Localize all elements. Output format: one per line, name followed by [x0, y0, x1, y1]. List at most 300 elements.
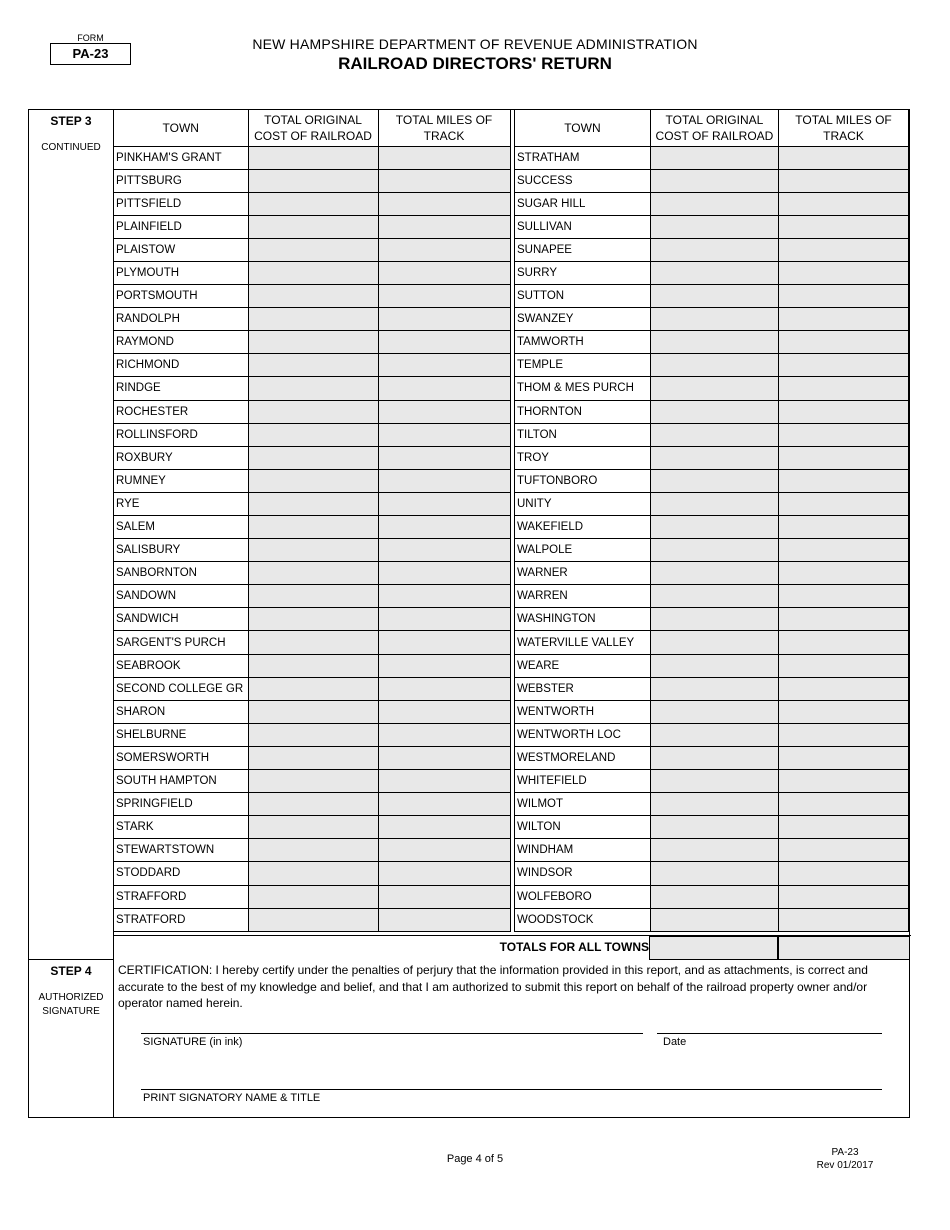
town-row	[114, 146, 510, 169]
miles-input[interactable]	[378, 377, 510, 400]
cost-input[interactable]	[650, 816, 778, 839]
cost-input[interactable]	[650, 608, 778, 631]
town-name: PLYMOUTH	[114, 261, 248, 284]
town-row	[114, 862, 510, 885]
town-row	[515, 746, 909, 769]
town-row	[515, 793, 909, 816]
town-row	[114, 608, 510, 631]
town-row	[515, 238, 909, 261]
cost-input[interactable]	[248, 585, 378, 608]
total-miles-input[interactable]	[778, 936, 910, 960]
cost-input[interactable]	[650, 354, 778, 377]
cost-input[interactable]	[248, 908, 378, 931]
town-row	[114, 308, 510, 331]
cost-input[interactable]	[248, 839, 378, 862]
cost-input[interactable]	[248, 285, 378, 308]
totals-label: TOTALS FOR ALL TOWNS	[499, 940, 649, 954]
town-column-header: TOWN	[515, 110, 651, 146]
town-name: PORTSMOUTH	[114, 285, 248, 308]
cost-input[interactable]	[650, 308, 778, 331]
miles-input[interactable]	[779, 238, 909, 261]
town-row	[515, 862, 909, 885]
town-name: WARNER	[515, 562, 651, 585]
town-name: WAKEFIELD	[515, 516, 651, 539]
cost-input[interactable]	[248, 723, 378, 746]
miles-input[interactable]	[378, 423, 510, 446]
cost-input[interactable]	[248, 885, 378, 908]
miles-input[interactable]	[779, 423, 909, 446]
miles-input[interactable]	[779, 562, 909, 585]
town-name: RYE	[114, 492, 248, 515]
miles-input[interactable]	[378, 285, 510, 308]
cost-input[interactable]	[248, 746, 378, 769]
town-row	[114, 446, 510, 469]
miles-input[interactable]	[378, 169, 510, 192]
cost-input[interactable]	[650, 400, 778, 423]
town-row	[114, 631, 510, 654]
department-name: NEW HAMPSHIRE DEPARTMENT OF REVENUE ADMINISTRATION	[252, 36, 698, 52]
totals-row	[114, 935, 911, 959]
town-name: PLAISTOW	[114, 238, 248, 261]
miles-input[interactable]	[378, 446, 510, 469]
town-name: PLAINFIELD	[114, 215, 248, 238]
miles-input[interactable]	[378, 238, 510, 261]
town-name: RUMNEY	[114, 469, 248, 492]
cost-input[interactable]	[650, 377, 778, 400]
town-row	[114, 654, 510, 677]
town-row	[515, 885, 909, 908]
town-row	[114, 562, 510, 585]
town-row	[114, 215, 510, 238]
signature-line[interactable]	[141, 1033, 643, 1034]
town-row	[515, 723, 909, 746]
miles-input[interactable]	[779, 746, 909, 769]
cost-input[interactable]	[650, 539, 778, 562]
town-name: WARREN	[515, 585, 651, 608]
town-name: SARGENT'S PURCH	[114, 631, 248, 654]
town-row	[515, 492, 909, 515]
miles-input[interactable]	[779, 700, 909, 723]
miles-input[interactable]	[779, 585, 909, 608]
town-row	[515, 169, 909, 192]
miles-input[interactable]	[378, 215, 510, 238]
town-name: SURRY	[515, 261, 651, 284]
cost-input[interactable]	[248, 169, 378, 192]
miles-input[interactable]	[779, 354, 909, 377]
town-name: TAMWORTH	[515, 331, 651, 354]
cost-input[interactable]	[650, 215, 778, 238]
town-name: PITTSBURG	[114, 169, 248, 192]
miles-input[interactable]	[779, 539, 909, 562]
page-title: RAILROAD DIRECTORS' RETURN	[338, 54, 612, 73]
form-main	[28, 109, 910, 1118]
town-name: WILMOT	[515, 793, 651, 816]
miles-input[interactable]	[779, 215, 909, 238]
cost-input[interactable]	[248, 562, 378, 585]
town-name: WILTON	[515, 816, 651, 839]
town-row	[114, 677, 510, 700]
miles-input[interactable]	[779, 631, 909, 654]
cost-input[interactable]	[248, 816, 378, 839]
cost-input[interactable]	[650, 885, 778, 908]
miles-input[interactable]	[378, 261, 510, 284]
miles-input[interactable]	[378, 400, 510, 423]
town-row	[114, 400, 510, 423]
town-row	[515, 308, 909, 331]
miles-input[interactable]	[779, 770, 909, 793]
miles-input[interactable]	[779, 261, 909, 284]
town-name: SOMERSWORTH	[114, 746, 248, 769]
cost-input[interactable]	[248, 261, 378, 284]
town-name: SUCCESS	[515, 169, 651, 192]
town-row	[114, 423, 510, 446]
town-row	[515, 285, 909, 308]
town-row	[114, 793, 510, 816]
town-row	[515, 608, 909, 631]
town-name: RAYMOND	[114, 331, 248, 354]
town-name: SHELBURNE	[114, 723, 248, 746]
miles-input[interactable]	[378, 654, 510, 677]
town-row	[515, 146, 909, 169]
miles-input[interactable]	[779, 469, 909, 492]
town-name: TEMPLE	[515, 354, 651, 377]
town-name: SOUTH HAMPTON	[114, 770, 248, 793]
print-name-label: PRINT SIGNATORY NAME & TITLE	[143, 1092, 321, 1104]
miles-input[interactable]	[378, 585, 510, 608]
footer-revision: Rev 01/2017	[816, 1160, 874, 1171]
town-name: ROXBURY	[114, 446, 248, 469]
town-name: WATERVILLE VALLEY	[515, 631, 651, 654]
town-name: WEBSTER	[515, 677, 651, 700]
miles-column-header: TOTAL MILES OF TRACK	[378, 110, 510, 146]
town-row	[114, 516, 510, 539]
cost-input[interactable]	[248, 146, 378, 169]
cost-input[interactable]	[248, 677, 378, 700]
cost-input[interactable]	[650, 723, 778, 746]
cost-input[interactable]	[248, 469, 378, 492]
miles-input[interactable]	[378, 331, 510, 354]
town-name: UNITY	[515, 492, 651, 515]
cost-input[interactable]	[650, 192, 778, 215]
town-row	[114, 700, 510, 723]
town-name: WENTWORTH LOC	[515, 723, 651, 746]
cost-input[interactable]	[650, 677, 778, 700]
town-table-right	[514, 110, 909, 932]
town-name: ROCHESTER	[114, 400, 248, 423]
town-name: ROLLINSFORD	[114, 423, 248, 446]
town-row	[114, 261, 510, 284]
town-name: WENTWORTH	[515, 700, 651, 723]
miles-input[interactable]	[378, 608, 510, 631]
step3-subtitle: CONTINUED	[41, 142, 101, 153]
miles-input[interactable]	[378, 885, 510, 908]
miles-input[interactable]	[779, 492, 909, 515]
form-label: FORM	[77, 33, 104, 43]
town-row	[515, 377, 909, 400]
town-name: WOODSTOCK	[515, 908, 651, 931]
cost-input[interactable]	[248, 793, 378, 816]
town-row	[114, 539, 510, 562]
cost-input[interactable]	[650, 908, 778, 931]
miles-input[interactable]	[378, 354, 510, 377]
town-row	[515, 446, 909, 469]
cost-input[interactable]	[650, 169, 778, 192]
town-name: STODDARD	[114, 862, 248, 885]
cost-input[interactable]	[248, 400, 378, 423]
town-name: THORNTON	[515, 400, 651, 423]
miles-input[interactable]	[779, 862, 909, 885]
miles-input[interactable]	[378, 862, 510, 885]
cost-input[interactable]	[248, 608, 378, 631]
miles-input[interactable]	[378, 539, 510, 562]
cost-input[interactable]	[650, 261, 778, 284]
miles-input[interactable]	[378, 746, 510, 769]
miles-input[interactable]	[779, 839, 909, 862]
town-row	[515, 839, 909, 862]
cost-input[interactable]	[650, 146, 778, 169]
miles-input[interactable]	[378, 492, 510, 515]
town-row	[114, 469, 510, 492]
cost-input[interactable]	[650, 793, 778, 816]
cost-input[interactable]	[248, 516, 378, 539]
miles-input[interactable]	[378, 816, 510, 839]
town-row	[515, 354, 909, 377]
miles-input[interactable]	[378, 308, 510, 331]
miles-input[interactable]	[779, 608, 909, 631]
town-row	[114, 169, 510, 192]
town-row	[515, 908, 909, 931]
footer-form-code: PA-23	[831, 1147, 859, 1158]
town-name: STARK	[114, 816, 248, 839]
miles-input[interactable]	[378, 908, 510, 931]
cost-input[interactable]	[650, 238, 778, 261]
town-name: STEWARTSTOWN	[114, 839, 248, 862]
cost-input[interactable]	[650, 516, 778, 539]
miles-input[interactable]	[779, 677, 909, 700]
town-row	[114, 331, 510, 354]
miles-input[interactable]	[779, 331, 909, 354]
miles-input[interactable]	[779, 400, 909, 423]
town-name: SUTTON	[515, 285, 651, 308]
miles-input[interactable]	[378, 677, 510, 700]
town-row	[114, 746, 510, 769]
town-row	[114, 192, 510, 215]
cost-input[interactable]	[650, 331, 778, 354]
miles-input[interactable]	[779, 192, 909, 215]
miles-input[interactable]	[779, 308, 909, 331]
town-name: SUGAR HILL	[515, 192, 651, 215]
town-name: TROY	[515, 446, 651, 469]
cost-input[interactable]	[248, 423, 378, 446]
form-revision	[790, 1146, 900, 1172]
miles-input[interactable]	[378, 770, 510, 793]
miles-input[interactable]	[779, 723, 909, 746]
town-name: TUFTONBORO	[515, 469, 651, 492]
miles-input[interactable]	[779, 446, 909, 469]
cost-input[interactable]	[248, 192, 378, 215]
step4-title: STEP 4	[50, 964, 92, 978]
miles-input[interactable]	[378, 146, 510, 169]
miles-input[interactable]	[779, 908, 909, 931]
cost-input[interactable]	[248, 654, 378, 677]
town-name: SECOND COLLEGE GR	[114, 677, 248, 700]
town-row	[114, 839, 510, 862]
cost-input[interactable]	[248, 215, 378, 238]
town-name: SALEM	[114, 516, 248, 539]
town-name: PINKHAM'S GRANT	[114, 146, 248, 169]
cost-input[interactable]	[248, 770, 378, 793]
town-name: STRATHAM	[515, 146, 651, 169]
town-name: WOLFEBORO	[515, 885, 651, 908]
town-name: WALPOLE	[515, 539, 651, 562]
cost-input[interactable]	[650, 446, 778, 469]
town-name: PITTSFIELD	[114, 192, 248, 215]
cost-input[interactable]	[650, 862, 778, 885]
town-row	[515, 192, 909, 215]
town-name: SEABROOK	[114, 654, 248, 677]
town-row	[515, 516, 909, 539]
cost-input[interactable]	[650, 469, 778, 492]
total-cost-input[interactable]	[649, 936, 778, 960]
cost-input[interactable]	[248, 377, 378, 400]
town-name: SANDWICH	[114, 608, 248, 631]
town-row	[515, 423, 909, 446]
cost-input[interactable]	[248, 631, 378, 654]
miles-column-header: TOTAL MILES OF TRACK	[779, 110, 909, 146]
cost-input[interactable]	[650, 631, 778, 654]
miles-input[interactable]	[378, 723, 510, 746]
town-row	[515, 400, 909, 423]
town-name: SWANZEY	[515, 308, 651, 331]
cost-input[interactable]	[650, 700, 778, 723]
miles-input[interactable]	[779, 793, 909, 816]
town-row	[114, 238, 510, 261]
cost-input[interactable]	[248, 700, 378, 723]
miles-input[interactable]	[378, 793, 510, 816]
miles-input[interactable]	[779, 816, 909, 839]
miles-input[interactable]	[378, 469, 510, 492]
town-name: SALISBURY	[114, 539, 248, 562]
town-name: STRATFORD	[114, 908, 248, 931]
cost-input[interactable]	[650, 285, 778, 308]
town-name: WASHINGTON	[515, 608, 651, 631]
cost-input[interactable]	[650, 492, 778, 515]
town-name: SANBORNTON	[114, 562, 248, 585]
town-row	[515, 654, 909, 677]
town-row	[114, 377, 510, 400]
cost-input[interactable]	[248, 354, 378, 377]
cost-input[interactable]	[650, 839, 778, 862]
page-header	[0, 36, 950, 74]
town-name: WHITEFIELD	[515, 770, 651, 793]
step4-label-column	[29, 959, 114, 1117]
miles-input[interactable]	[779, 146, 909, 169]
town-row	[515, 770, 909, 793]
town-name: WINDHAM	[515, 839, 651, 862]
miles-input[interactable]	[779, 654, 909, 677]
step4-subtitle: AUTHORIZED SIGNATURE	[38, 992, 104, 1017]
town-name: SHARON	[114, 700, 248, 723]
cost-input[interactable]	[248, 539, 378, 562]
miles-input[interactable]	[779, 377, 909, 400]
town-name: SUNAPEE	[515, 238, 651, 261]
town-column-header: TOWN	[114, 110, 248, 146]
miles-input[interactable]	[378, 631, 510, 654]
miles-input[interactable]	[378, 562, 510, 585]
town-row	[114, 354, 510, 377]
town-name: SPRINGFIELD	[114, 793, 248, 816]
cost-input[interactable]	[650, 770, 778, 793]
town-row	[515, 469, 909, 492]
town-row	[515, 631, 909, 654]
form-code: PA-23	[50, 43, 131, 65]
miles-input[interactable]	[378, 516, 510, 539]
town-name: SANDOWN	[114, 585, 248, 608]
town-name: WESTMORELAND	[515, 746, 651, 769]
miles-input[interactable]	[779, 169, 909, 192]
town-row	[114, 285, 510, 308]
step3-label-column	[29, 110, 114, 959]
town-name: RICHMOND	[114, 354, 248, 377]
town-name: WINDSOR	[515, 862, 651, 885]
cost-input[interactable]	[650, 654, 778, 677]
town-name: RINDGE	[114, 377, 248, 400]
cost-input[interactable]	[248, 238, 378, 261]
date-line[interactable]	[657, 1033, 882, 1034]
town-row	[114, 585, 510, 608]
town-row	[515, 700, 909, 723]
miles-input[interactable]	[779, 885, 909, 908]
miles-input[interactable]	[378, 192, 510, 215]
town-row	[114, 492, 510, 515]
miles-input[interactable]	[779, 516, 909, 539]
town-row	[515, 261, 909, 284]
cost-input[interactable]	[650, 746, 778, 769]
town-row	[515, 585, 909, 608]
cost-input[interactable]	[650, 423, 778, 446]
town-name: STRAFFORD	[114, 885, 248, 908]
cost-input[interactable]	[248, 862, 378, 885]
cost-input[interactable]	[248, 446, 378, 469]
cost-column-header: TOTAL ORIGINAL COST OF RAILROAD	[650, 110, 778, 146]
miles-input[interactable]	[378, 839, 510, 862]
signature-label: SIGNATURE (in ink)	[143, 1036, 243, 1048]
miles-input[interactable]	[779, 285, 909, 308]
town-row	[515, 539, 909, 562]
cost-column-header: TOTAL ORIGINAL COST OF RAILROAD	[248, 110, 378, 146]
town-table-left	[114, 110, 511, 932]
miles-input[interactable]	[378, 700, 510, 723]
town-name: RANDOLPH	[114, 308, 248, 331]
step3-title: STEP 3	[50, 114, 92, 128]
town-name: SULLIVAN	[515, 215, 651, 238]
cost-input[interactable]	[650, 562, 778, 585]
page-number: Page 4 of 5	[446, 1153, 504, 1165]
town-row	[515, 215, 909, 238]
cost-input[interactable]	[248, 331, 378, 354]
cost-input[interactable]	[248, 308, 378, 331]
print-name-line[interactable]	[141, 1089, 882, 1090]
cost-input[interactable]	[650, 585, 778, 608]
town-name: TILTON	[515, 423, 651, 446]
town-row	[114, 770, 510, 793]
town-row	[114, 885, 510, 908]
town-row	[114, 816, 510, 839]
town-name: THOM & MES PURCH	[515, 377, 651, 400]
town-row	[515, 677, 909, 700]
cost-input[interactable]	[248, 492, 378, 515]
town-row	[515, 816, 909, 839]
